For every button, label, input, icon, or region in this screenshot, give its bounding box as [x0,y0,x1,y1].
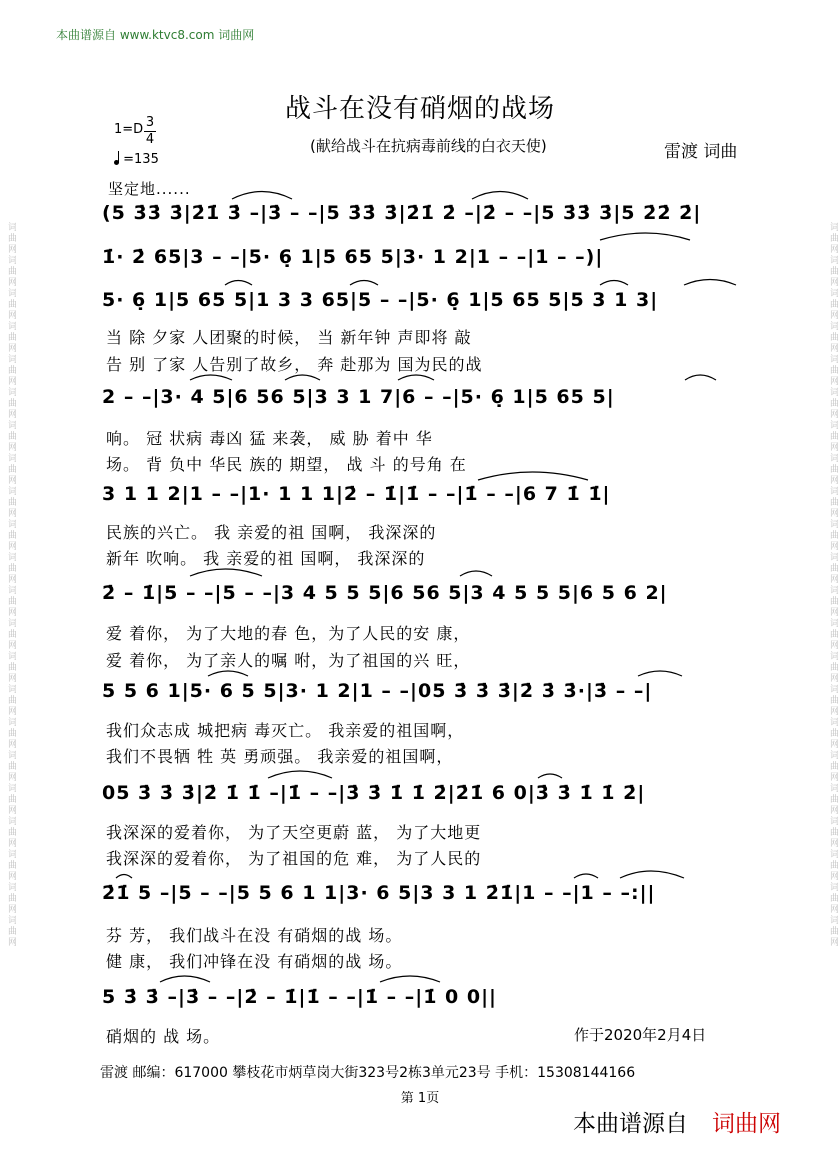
side-watermark-right: 词曲网词曲网词曲网词曲网词曲网词曲网词曲网词曲网词曲网词曲网词曲网词曲网词曲网词曲网词曲网词曲网词曲网词曲网词曲网词曲网词曲网词曲网 [828,221,838,948]
slur-arc [600,233,690,240]
expression-marking: 坚定地...... [108,180,191,198]
score-line-6: 2̇ – 1̇|5 – –|5 – –|3 4 5 5 5|6 56 5|3 4 5 5 5|6 5 6 2| [102,582,668,604]
song-author: 雷渡 词曲 [664,142,738,162]
slur-arc [190,375,232,380]
score-line-1: (5 3̇3̇ 3̇|2̇1̇ 3̇ –|3̇ – –|5 3̇3̇ 3̇|2̇1̇ 2̇ –|2̇ – –|5 3̇3̇ 3̇|5 2̇2̇ 2̇| [102,202,702,224]
lyric-line: 告 别 了家 人告别了故乡， 奔 赴那为 国为民的战 [106,355,483,374]
score-line-10: 5 3̇ 3̇ –|3̇ – –|2̇ – 1̇|1̇ – –|1̇ – –|1̇ 0 0|| [102,986,497,1008]
slur-arc [638,671,682,676]
lyric-line: 我深深的爱着你， 为了祖国的危 难， 为了人民的 [106,849,482,868]
lyric-line: 芬 芳， 我们战斗在没 有硝烟的战 场。 [106,926,403,945]
slur-arc [380,976,440,982]
score-line-7: 5 5 6 1|5· 6 5 5|3· 1 2|1 – –|05 3̇ 3̇ 3̇|2̇ 3̇ 3̇·|3̇ – –| [102,680,653,702]
score-line-8: 05 3̇ 3̇ 3̇|2̇ 1̇ 1̇ –|1̇ – –|3̇ 3̇ 1̇ 1̇ 2̇|2̇1̇ 6 0|3̇ 3̇ 1̇ 1̇ 2̇| [102,782,646,804]
meter-top: 3 [145,115,155,130]
slur-arc [208,671,248,676]
contact-info: 雷渡 邮编：617000 攀枝花市炳草岗大街323号2栋3单元23号 手机：15308144166 [100,1065,636,1081]
slur-arc [472,192,528,200]
lyric-line: 我们不畏牺 牲 英 勇顽强。 我亲爱的祖国啊， [106,747,454,766]
slur-arc [600,281,628,286]
score-line-3: 5· 6̣ 1|5 65 5|1 3 3 65|5 – –|5· 6̣ 1|5 65 5|5 3 1 3| [102,289,659,311]
slur-arc [478,472,588,480]
score-line-5: 3 1 1 2|1 – –|1· 1 1 1|2̇ – 1̇|1̇ – –|1̇ – –|6 7 1̇ 1̇| [102,483,611,505]
meter-bottom: 4 [145,132,155,147]
slur-arc [350,281,378,286]
slur-arc [268,771,332,778]
lyric-line: 当 除 夕家 人团聚的时候， 当 新年钟 声即将 敲 [106,328,472,347]
song-subtitle: (献给战斗在抗病毒前线的白衣天使) [310,137,547,155]
score-line-9: 2̇1̇ 5 –|5 – –|5 5 6 1 1|3· 6 5|3 3 1 2̇1̇|1 – –|1 – –:|| [102,882,656,904]
slur-arc [460,571,492,576]
slur-arc [190,569,262,576]
lyric-line: 民族的兴亡。 我 亲爱的祖 国啊， 我深深的 [106,523,437,542]
lyric-line: 响。 冠 状病 毒凶 猛 来袭， 威 胁 着中 华 [106,429,433,448]
slur-arc [225,281,252,286]
lyric-line: 我们众志成 城把病 毒灭亡。 我亲爱的祖国啊， [106,721,465,740]
key-signature: 1=D [114,122,144,137]
lyric-line: 新年 吹响。 我 亲爱的祖 国啊， 我深深的 [106,549,426,568]
slur-arc [538,774,562,778]
slur-arc [685,375,716,380]
tempo-value: =135 [123,152,159,167]
slur-arc [285,375,320,380]
header-watermark: 本曲谱源自 www.ktvc8.com 词曲网 [56,28,255,42]
page-number: 第 1页 [400,1091,440,1106]
slur-arc [684,280,736,286]
song-title: 战斗在没有硝烟的战场 [284,94,555,124]
slur-arc [398,375,434,380]
lyric-line: 爱 着你， 为了亲人的嘱 咐，为了祖国的兴 旺， [106,651,471,670]
slur-arc [574,874,598,878]
slur-arc [160,976,210,982]
score-line-2: 1̇· 2̇ 65|3 – –|5· 6̣ 1|5 65 5|3· 1 2|1 – –|1 – –)| [102,246,604,268]
lyric-line: 爱 着你， 为了大地的春 色，为了人民的安 康， [106,624,471,643]
lyric-line: 我深深的爱着你， 为了天空更蔚 蓝， 为了大地更 [106,823,482,842]
lyric-line: 硝烟的 战 场。 [106,1027,221,1046]
lyric-line: 健 康， 我们冲锋在没 有硝烟的战 场。 [106,952,403,971]
brand-prefix: 本曲谱源自 [573,1111,688,1137]
slur-arc [620,871,684,878]
composition-date: 作于2020年2月4日 [574,1026,707,1044]
slur-arc [116,875,132,879]
brand-name: 词曲网 [712,1111,781,1137]
score-line-4: 2 – –|3· 4 5|6 56 5|3 3 1 7|6 – –|5· 6̣ 1|5 65 5| [102,386,615,408]
side-watermark-left: 词曲网词曲网词曲网词曲网词曲网词曲网词曲网词曲网词曲网词曲网词曲网词曲网词曲网词曲网词曲网词曲网词曲网词曲网词曲网词曲网词曲网词曲网 [6,221,16,948]
slur-arc [232,192,292,200]
lyric-line: 场。 背 负中 华民 族的 期望， 战 斗 的号角 在 [106,455,467,474]
